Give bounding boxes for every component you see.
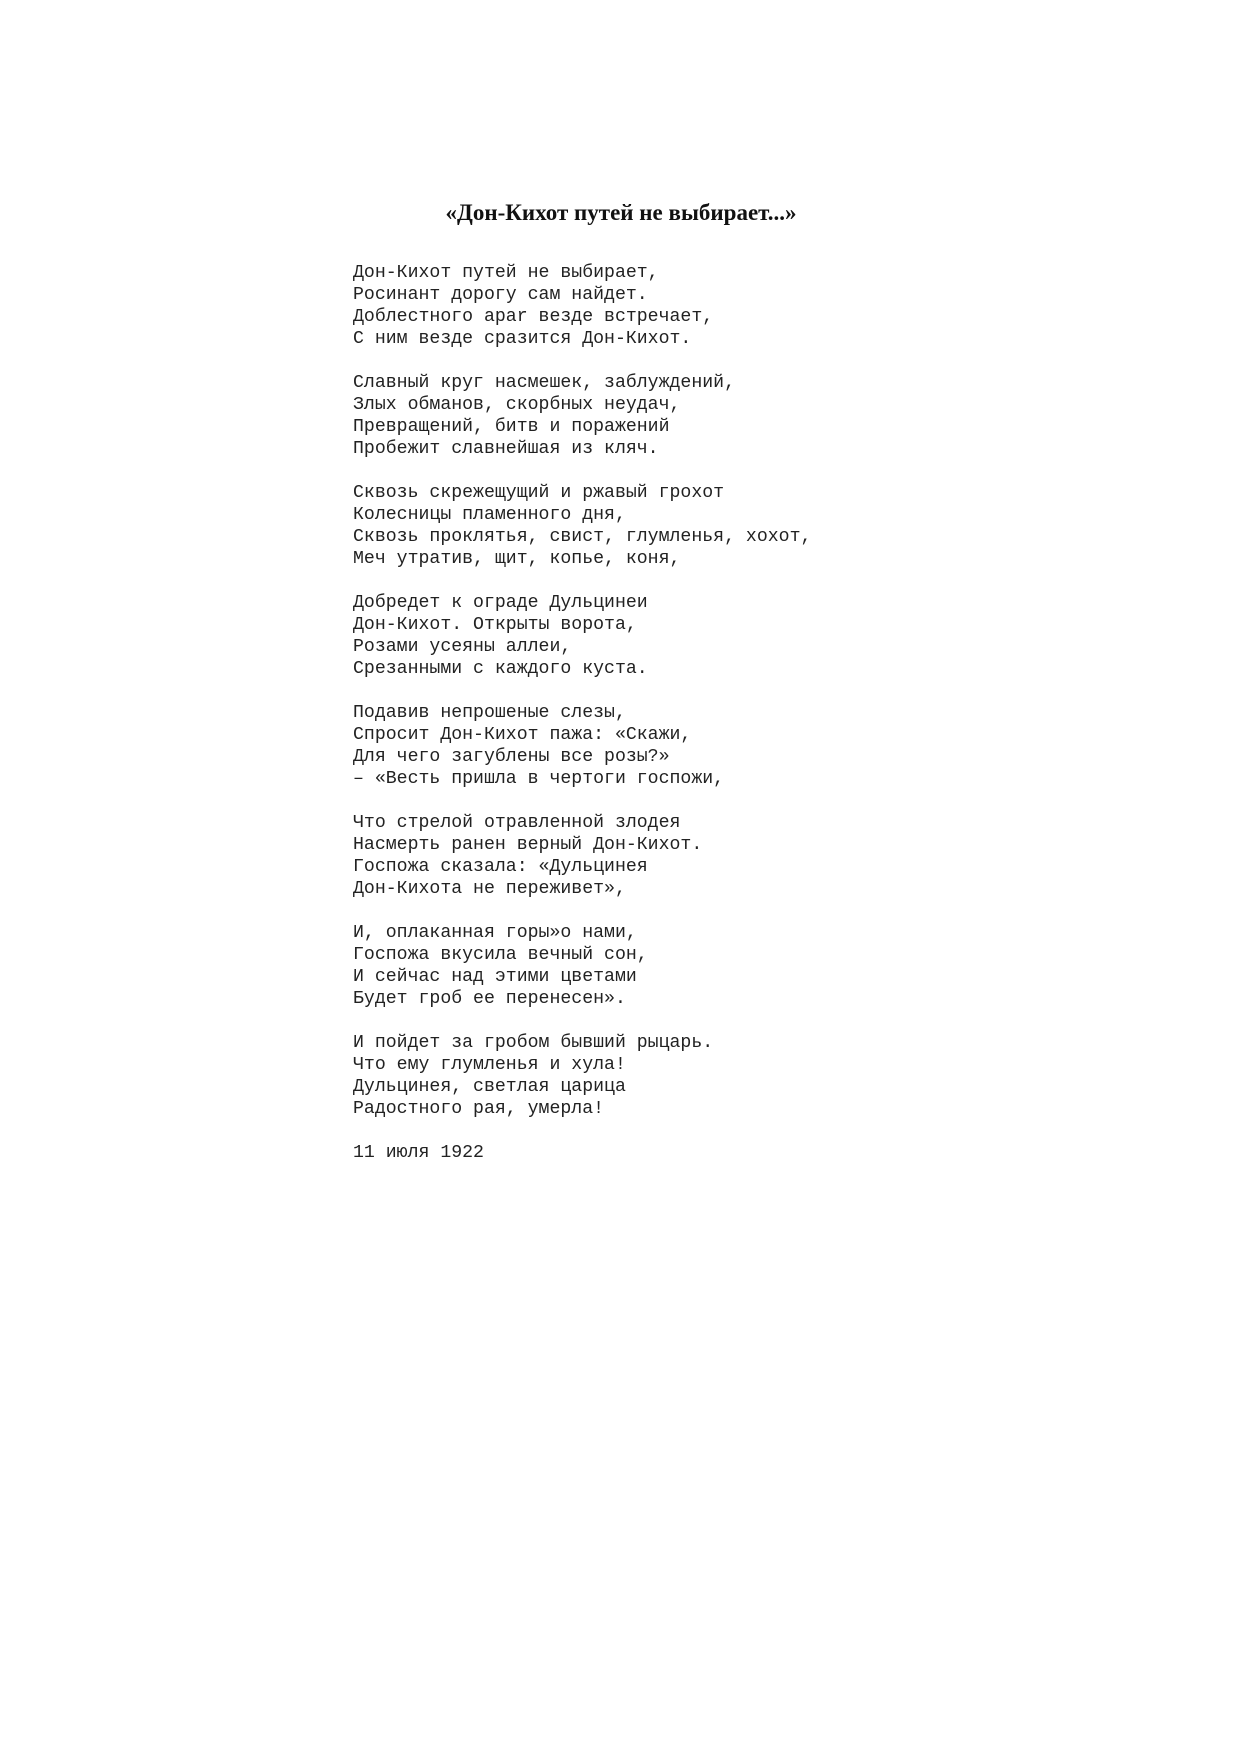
poem-line: Дульцинея, светлая царица xyxy=(353,1077,626,1097)
poem-line: Злых обманов, скорбных неудач, xyxy=(353,395,681,415)
poem-line: Росинант дорогу сам найдет. xyxy=(353,285,648,305)
poem-body xyxy=(353,262,1213,1164)
stanza xyxy=(353,702,1213,790)
poem-line: Срезанными с каждого куста. xyxy=(353,659,648,679)
poem-line: Меч утратив, щит, копье, коня, xyxy=(353,549,681,569)
poem-title: «Дон-Кихот путей не выбирает...» xyxy=(445,200,797,225)
poem-line: Радостного рая, умерла! xyxy=(353,1099,605,1119)
poem-line: И сейчас над этими цветами xyxy=(353,967,637,987)
poem-date: 11 июля 1922 xyxy=(353,1143,484,1163)
poem-line: Дон-Кихот путей не выбирает, xyxy=(353,263,659,283)
poem-line: Сквозь проклятья, свист, глумленья, хохот, xyxy=(353,527,812,547)
poem-line: Подавив непрошеные слезы, xyxy=(353,703,626,723)
stanza xyxy=(353,922,1213,1010)
stanza xyxy=(353,372,1213,460)
poem-line: И, оплаканная горы»о нами, xyxy=(353,923,637,943)
stanza xyxy=(353,262,1213,350)
poem-line: Сквозь скрежещущий и ржавый грохот xyxy=(353,483,725,503)
poem-line: Будет гроб ее перенесен». xyxy=(353,989,626,1009)
poem-line: С ним везде сразится Дон-Кихот. xyxy=(353,329,692,349)
poem-line: И пойдет за гробом бывший рыцарь. xyxy=(353,1033,714,1053)
poem-line: Добредет к ограде Дульцинеи xyxy=(353,593,648,613)
stanza xyxy=(353,482,1213,570)
poem-line: Насмерть ранен верный Дон-Кихот. xyxy=(353,835,703,855)
poem-line: Для чего загублены все розы?» xyxy=(353,747,670,767)
poem-line: Госпожа сказала: «Дульцинея xyxy=(353,857,648,877)
poem-line: Славный круг насмешек, заблуждений, xyxy=(353,373,735,393)
poem-line: Что ему глумленья и хула! xyxy=(353,1055,626,1075)
poem-line: Спросит Дон-Кихот пажа: «Скажи, xyxy=(353,725,692,745)
poem-line: Колесницы пламенного дня, xyxy=(353,505,626,525)
poem-line: Дон-Кихот. Открыты ворота, xyxy=(353,615,637,635)
poem-line: Розами усеяны аллеи, xyxy=(353,637,572,657)
poem-line: Доблестного apar везде встречает, xyxy=(353,307,714,327)
poem-line: – «Весть пришла в чертоги госпожи, xyxy=(353,769,725,789)
poem-line: Госпожа вкусила вечный сон, xyxy=(353,945,648,965)
stanza xyxy=(353,812,1213,900)
stanza xyxy=(353,592,1213,680)
poem-line: Пробежит славнейшая из кляч. xyxy=(353,439,659,459)
poem-line: Превращений, битв и поражений xyxy=(353,417,670,437)
poem-line: Дон-Кихота не переживет», xyxy=(353,879,626,899)
stanza xyxy=(353,1032,1213,1120)
poem-line: Что стрелой отравленной злодея xyxy=(353,813,681,833)
